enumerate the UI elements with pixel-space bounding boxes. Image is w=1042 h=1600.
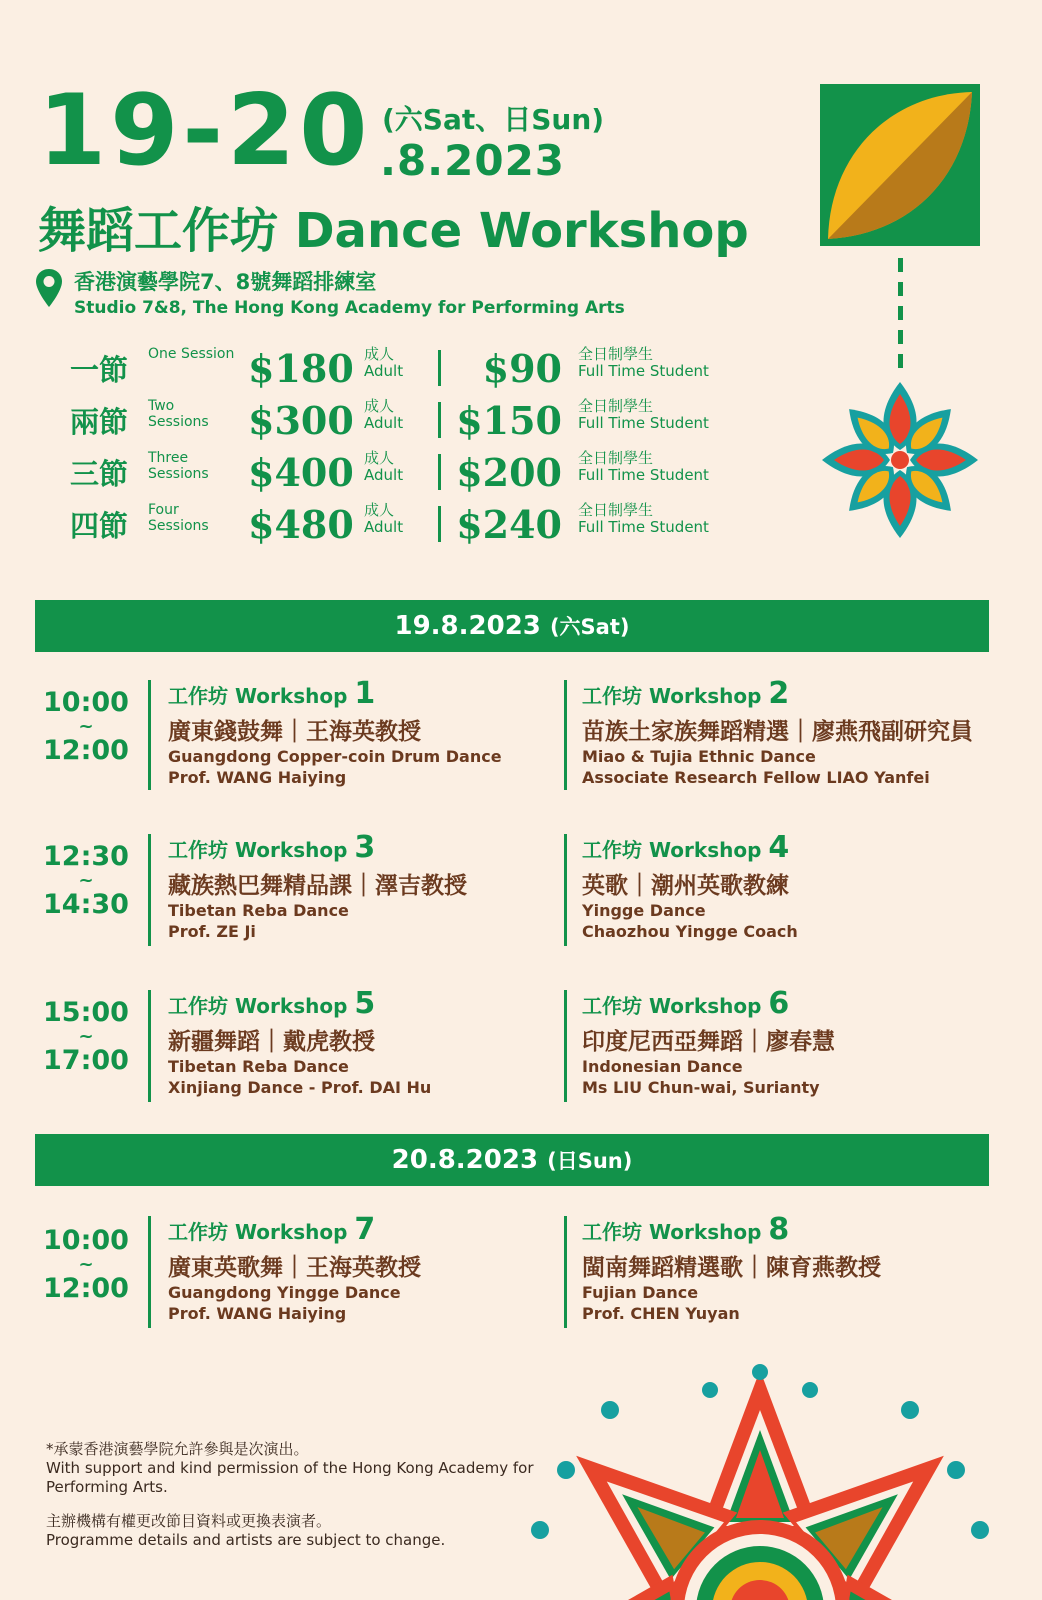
workshop-number: 8 — [768, 1212, 790, 1247]
price-row — [70, 346, 750, 394]
day-date: 19.8.2023 — [394, 611, 541, 641]
student-price: $200 — [456, 450, 562, 495]
venue-chinese: 香港演藝學院7、8號舞蹈排練室 — [74, 270, 377, 294]
divider — [438, 350, 441, 386]
time-separator: ~ — [78, 1254, 94, 1275]
end-time: 14:30 — [43, 889, 129, 920]
student-label-zh: 全日制學生 — [578, 397, 654, 415]
adult-label-en: Adult — [364, 518, 404, 536]
workshop-number: 7 — [354, 1212, 376, 1247]
adult-price: $300 — [248, 398, 354, 443]
workshop-instructor: Associate Research Fellow LIAO Yanfei — [582, 768, 930, 787]
workshop-instructor: Prof. WANG Haiying — [168, 1304, 347, 1323]
location-pin-icon — [34, 268, 64, 308]
session-count-zh: 三節 — [70, 457, 129, 491]
session-count-zh: 兩節 — [70, 405, 129, 439]
time-separator: ~ — [78, 1026, 94, 1047]
workshop-title-zh: 英歌｜潮州英歌教練 — [582, 873, 789, 899]
footnote-en: With support and kind permission of the Hong Kong Academy for Performing Arts. — [46, 1459, 534, 1496]
session-count-en: One Session — [148, 346, 235, 362]
workshop-instructor: Prof. WANG Haiying — [168, 768, 347, 787]
workshop-label: 工作坊 Workshop — [582, 838, 762, 862]
workshop-label: 工作坊 Workshop — [582, 1220, 762, 1244]
session-count-en: Three Sessions — [148, 450, 209, 482]
start-time: 10:00 — [43, 687, 129, 718]
student-label-zh: 全日制學生 — [578, 501, 654, 519]
workshop-card — [582, 676, 1012, 788]
workshop-instructor: Prof. CHEN Yuyan — [582, 1304, 740, 1323]
footnote-en: Programme details and artists are subject to change. — [46, 1531, 446, 1549]
adult-price: $480 — [248, 502, 354, 547]
workshop-card — [168, 830, 598, 942]
adult-price: $180 — [248, 346, 354, 391]
workshop-title-en: Yingge Dance — [582, 901, 706, 920]
adult-label-en: Adult — [364, 466, 404, 484]
divider — [148, 680, 151, 790]
adult-label-zh: 成人 — [364, 449, 395, 467]
time-slot — [38, 998, 134, 1076]
date-range: 19-20 — [38, 74, 372, 188]
workshop-label: 工作坊 Workshop — [582, 684, 762, 708]
student-label-zh: 全日制學生 — [578, 345, 654, 363]
workshop-title-zh: 廣東錢鼓舞｜王海英教授 — [168, 719, 421, 745]
workshop-title-zh: 苗族土家族舞蹈精選｜廖燕飛副研究員 — [582, 719, 973, 745]
time-separator: ~ — [78, 716, 94, 737]
footnote-zh: 主辦機構有權更改節目資料或更換表演者。 — [46, 1512, 332, 1530]
time-slot — [38, 1226, 134, 1304]
workshop-title-en: Tibetan Reba Dance — [168, 901, 349, 920]
workshop-number: 5 — [354, 986, 376, 1021]
hanging-line — [898, 258, 903, 378]
start-time: 12:30 — [43, 841, 129, 872]
workshop-number: 6 — [768, 986, 790, 1021]
flower-ornament — [818, 378, 982, 542]
price-row — [70, 450, 750, 498]
workshop-number: 4 — [768, 830, 790, 865]
divider — [438, 402, 441, 438]
workshop-instructor: Xinjiang Dance - Prof. DAI Hu — [168, 1078, 432, 1097]
day-header-1 — [35, 600, 989, 652]
footnote-disclaimer — [46, 1512, 566, 1550]
workshop-card — [168, 1212, 598, 1324]
time-slot — [38, 688, 134, 766]
workshop-card — [582, 830, 1012, 942]
start-time: 10:00 — [43, 1225, 129, 1256]
student-price: $240 — [456, 502, 562, 547]
price-row — [70, 398, 750, 446]
workshop-title-zh: 閩南舞蹈精選歌｜陳育燕教授 — [582, 1255, 881, 1281]
workshop-number: 1 — [354, 676, 376, 711]
session-count-en: Four Sessions — [148, 502, 209, 534]
session-count-en: Two Sessions — [148, 398, 209, 430]
divider — [438, 454, 441, 490]
workshop-instructor: Prof. ZE Ji — [168, 922, 256, 941]
workshop-instructor: Ms LIU Chun-wai, Surianty — [582, 1078, 820, 1097]
student-price: $90 — [482, 346, 562, 391]
workshop-title-zh: 廣東英歌舞｜王海英教授 — [168, 1255, 421, 1281]
end-time: 17:00 — [43, 1045, 129, 1076]
workshop-title-zh: 新疆舞蹈｜戴虎教授 — [168, 1029, 375, 1055]
month-year: .8.2023 — [380, 136, 566, 185]
student-label-en: Full Time Student — [578, 518, 709, 536]
days-label: (六Sat、日Sun) — [382, 103, 605, 136]
adult-label-zh: 成人 — [364, 501, 395, 519]
workshop-instructor: Chaozhou Yingge Coach — [582, 922, 798, 941]
workshop-label: 工作坊 Workshop — [168, 994, 348, 1018]
adult-label-en: Adult — [364, 414, 404, 432]
student-label-en: Full Time Student — [578, 414, 709, 432]
session-count-zh: 四節 — [70, 509, 129, 543]
venue-english: Studio 7&8, The Hong Kong Academy for Performing Arts — [74, 298, 625, 318]
workshop-card — [582, 1212, 1012, 1324]
workshop-label: 工作坊 Workshop — [582, 994, 762, 1018]
workshop-card — [168, 986, 598, 1098]
time-slot — [38, 842, 134, 920]
adult-label-zh: 成人 — [364, 397, 395, 415]
student-label-en: Full Time Student — [578, 362, 709, 380]
workshop-title-zh: 印度尼西亞舞蹈｜廖春慧 — [582, 1029, 835, 1055]
end-time: 12:00 — [43, 1273, 129, 1304]
day-header-2 — [35, 1134, 989, 1186]
workshop-number: 2 — [768, 676, 790, 711]
mandala-decoration — [520, 1360, 1000, 1600]
workshop-label: 工作坊 Workshop — [168, 838, 348, 862]
day-weekday: (日Sun) — [547, 1149, 633, 1173]
session-count-zh: 一節 — [70, 353, 129, 387]
divider — [438, 506, 441, 542]
workshop-card — [582, 986, 1012, 1098]
workshop-title-en: Tibetan Reba Dance — [168, 1057, 349, 1076]
adult-label-zh: 成人 — [364, 345, 395, 363]
student-label-en: Full Time Student — [578, 466, 709, 484]
workshop-title-en: Guangdong Yingge Dance — [168, 1283, 401, 1302]
student-label-zh: 全日制學生 — [578, 449, 654, 467]
workshop-card — [168, 676, 598, 788]
divider — [148, 1216, 151, 1328]
workshop-title-en: Fujian Dance — [582, 1283, 699, 1302]
adult-label-en: Adult — [364, 362, 404, 380]
workshop-title-en: Indonesian Dance — [582, 1057, 743, 1076]
day-weekday: (六Sat) — [549, 615, 630, 639]
student-price: $150 — [456, 398, 562, 443]
workshop-title-en: Guangdong Copper-coin Drum Dance — [168, 747, 502, 766]
workshop-label: 工作坊 Workshop — [168, 1220, 348, 1244]
divider — [148, 834, 151, 946]
end-time: 12:00 — [43, 735, 129, 766]
start-time: 15:00 — [43, 997, 129, 1028]
price-row — [70, 502, 750, 550]
footnote-zh: *承蒙香港演藝學院允許參與是次演出。 — [46, 1440, 309, 1458]
leaf-logo — [820, 84, 980, 246]
workshop-label: 工作坊 Workshop — [168, 684, 348, 708]
time-separator: ~ — [78, 870, 94, 891]
workshop-title-zh: 藏族熱巴舞精品課｜澤吉教授 — [168, 873, 467, 899]
workshop-number: 3 — [354, 830, 376, 865]
footnote-support — [46, 1440, 566, 1497]
adult-price: $400 — [248, 450, 354, 495]
divider — [148, 990, 151, 1102]
day-date: 20.8.2023 — [391, 1145, 539, 1175]
page-title: 舞蹈工作坊 Dance Workshop — [38, 203, 749, 259]
workshop-title-en: Miao & Tujia Ethnic Dance — [582, 747, 816, 766]
